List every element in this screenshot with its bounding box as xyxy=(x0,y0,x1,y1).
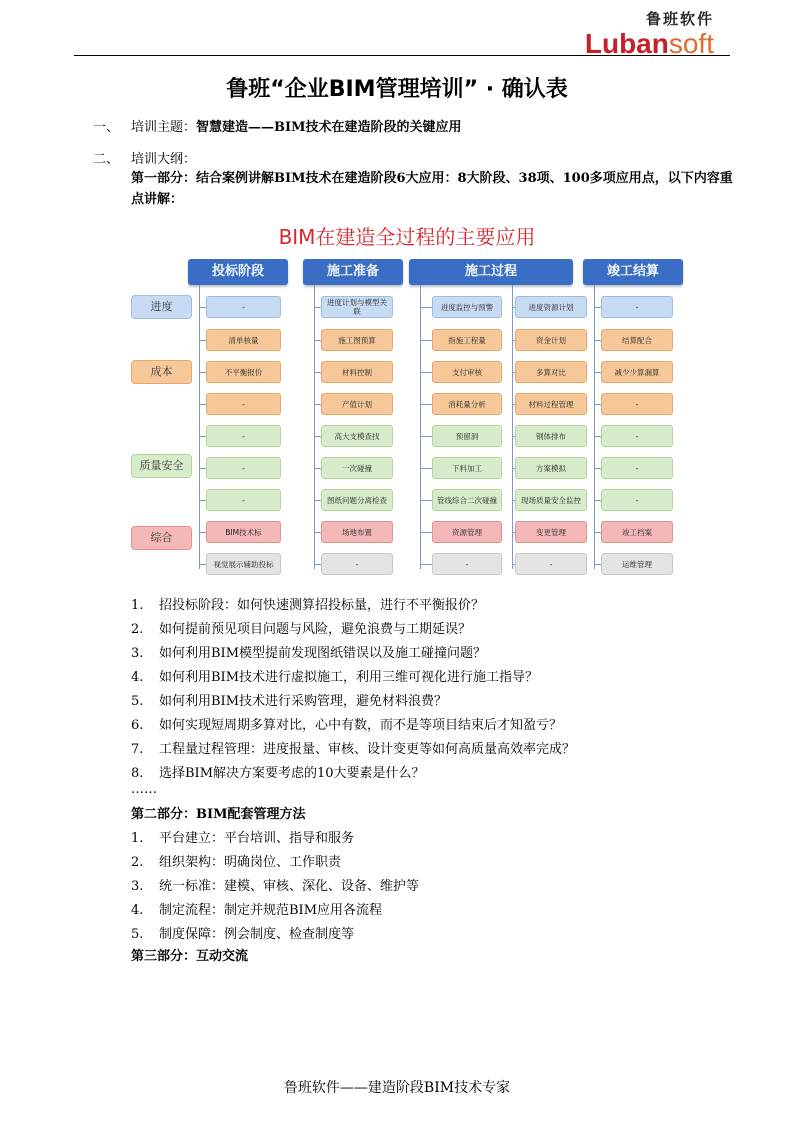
part1-intro: 第一部分：结合案例讲解BIM技术在建造阶段6大应用：8大阶段、38项、100多项应用点，以下内容重点讲解： xyxy=(131,171,733,207)
part2-text: 制度保障：例会制度、检查制度等 xyxy=(159,927,355,942)
connector xyxy=(314,564,321,565)
question-item xyxy=(131,762,425,781)
diagram-cell: 资源管理 xyxy=(432,521,502,543)
training-topic: 智慧建造——BIM技术在建造阶段的关键应用 xyxy=(196,120,462,135)
diagram-cell: 减少少算漏算 xyxy=(601,361,673,383)
diagram-cell: 材料控制 xyxy=(321,361,393,383)
diagram-cell: 进度计划与模型关联 xyxy=(321,296,393,318)
connector xyxy=(420,372,432,373)
question-number: 6. xyxy=(131,718,144,733)
diagram-cell: - xyxy=(601,489,673,511)
part2-text: 平台建立：平台培训、指导和服务 xyxy=(159,831,355,846)
diagram-cell: 多算对比 xyxy=(515,361,587,383)
connector xyxy=(594,372,601,373)
connector xyxy=(512,285,513,569)
phase-bidding: 投标阶段 xyxy=(188,259,288,285)
connector xyxy=(512,436,515,437)
diagram-cell: 钢体排布 xyxy=(515,425,587,447)
connector xyxy=(199,532,206,533)
connector xyxy=(512,564,515,565)
connector xyxy=(420,307,432,308)
connector xyxy=(199,285,200,569)
connector xyxy=(512,532,515,533)
connector xyxy=(594,468,601,469)
question-number: 4. xyxy=(131,670,144,685)
phase-preparation: 施工准备 xyxy=(303,259,403,285)
category-quality-safety: 质量安全 xyxy=(131,454,192,478)
question-item xyxy=(131,690,447,709)
diagram-cell: 高大支模查找 xyxy=(321,425,393,447)
connector xyxy=(314,468,321,469)
part2-text: 统一标准：建模、审核、深化、设备、维护等 xyxy=(159,879,420,894)
question-item xyxy=(131,594,484,613)
diagram-cell: - xyxy=(601,393,673,415)
diagram-cell: 进度资源计划 xyxy=(515,296,587,318)
logo-english-name: Lubansoft xyxy=(584,28,714,59)
question-number: 7. xyxy=(131,742,144,757)
category-schedule: 进度 xyxy=(131,295,192,319)
connector xyxy=(594,500,601,501)
question-item xyxy=(131,666,538,685)
category-comprehensive: 综合 xyxy=(131,526,192,550)
part2-number: 4. xyxy=(131,903,144,918)
diagram-cell: 结算配合 xyxy=(601,329,673,351)
connector xyxy=(594,285,595,569)
diagram-cell: 进度监控与预警 xyxy=(432,296,502,318)
diagram-cell: 视觉展示辅助投标 xyxy=(206,553,281,575)
diagram-cell: - xyxy=(601,457,673,479)
connector xyxy=(594,436,601,437)
part2-number: 3. xyxy=(131,879,144,894)
connector xyxy=(314,532,321,533)
header-divider xyxy=(74,55,730,56)
connector xyxy=(199,564,206,565)
diagram-cell: 下料加工 xyxy=(432,457,502,479)
diagram-cell: - xyxy=(601,296,673,318)
connector xyxy=(314,372,321,373)
question-text: 如何实现短周期多算对比，心中有数，而不是等项目结束后才知盈亏？ xyxy=(159,718,563,733)
diagram-cell: 预留洞 xyxy=(432,425,502,447)
connector xyxy=(199,404,206,405)
diagram-cell: 竣工档案 xyxy=(601,521,673,543)
question-item xyxy=(131,618,471,637)
diagram-cell: - xyxy=(321,553,393,575)
connector xyxy=(420,564,432,565)
section-2: 二、 培训大纲： xyxy=(93,152,197,167)
connector xyxy=(420,436,432,437)
connector xyxy=(314,404,321,405)
connector xyxy=(594,404,601,405)
diagram-cell: - xyxy=(206,489,281,511)
connector xyxy=(594,564,601,565)
diagram-cell: 现场质量安全监控 xyxy=(515,489,587,511)
connector xyxy=(512,468,515,469)
diagram-cell: 变更管理 xyxy=(515,521,587,543)
logo-chinese-name: 鲁班软件 xyxy=(645,10,714,28)
connector xyxy=(512,307,515,308)
diagram-cell: 支付审核 xyxy=(432,361,502,383)
diagram-cell: 不平衡报价 xyxy=(206,361,281,383)
connector xyxy=(594,340,601,341)
diagram-cell: - xyxy=(206,296,281,318)
connector xyxy=(420,500,432,501)
diagram-cell: 场地布置 xyxy=(321,521,393,543)
question-item xyxy=(131,738,575,757)
connector xyxy=(199,340,206,341)
part2-item xyxy=(131,899,382,918)
part2-item xyxy=(131,923,354,942)
diagram-cell: BIM技术标 xyxy=(206,521,281,543)
diagram-cell: 施工图预算 xyxy=(321,329,393,351)
connector xyxy=(314,436,321,437)
diagram-cell: 清单核量 xyxy=(206,329,281,351)
diagram-cell: - xyxy=(206,457,281,479)
question-number: 2. xyxy=(131,622,144,637)
connector xyxy=(314,285,315,569)
connector xyxy=(420,285,421,569)
diagram-cell: 一次碰撞 xyxy=(321,457,393,479)
connector xyxy=(314,340,321,341)
part2-title: 第二部分：BIM配套管理方法 xyxy=(131,807,306,822)
question-number: 1. xyxy=(131,598,144,613)
connector xyxy=(420,404,432,405)
connector xyxy=(420,468,432,469)
part2-number: 1. xyxy=(131,831,144,846)
part2-text: 制定流程：制定并规范BIM应用各流程 xyxy=(159,903,382,918)
connector xyxy=(420,532,432,533)
part2-item xyxy=(131,851,341,870)
connector xyxy=(594,532,601,533)
diagram-title: BIM在建造全过程的主要应用 xyxy=(278,225,536,249)
connector xyxy=(512,372,515,373)
question-item xyxy=(131,642,486,661)
phase-settlement: 竣工结算 xyxy=(583,259,683,285)
part3-title: 第三部分：互动交流 xyxy=(131,949,249,964)
part2-number: 2. xyxy=(131,855,144,870)
ellipsis: …… xyxy=(131,782,157,797)
diagram-cell: - xyxy=(515,553,587,575)
diagram-cell: 管线综合二次碰撞 xyxy=(432,489,502,511)
part2-item xyxy=(131,827,354,846)
connector xyxy=(199,372,206,373)
connector xyxy=(420,340,432,341)
diagram-cell: 产值计划 xyxy=(321,393,393,415)
bim-application-diagram xyxy=(127,217,687,580)
diagram-cell: 资金计划 xyxy=(515,329,587,351)
question-text: 工程量过程管理：进度报量、审核、设计变更等如何高质量高效率完成？ xyxy=(159,742,576,757)
diagram-cell: 消耗量分析 xyxy=(432,393,502,415)
diagram-cell: 方案模拟 xyxy=(515,457,587,479)
diagram-cell: - xyxy=(206,393,281,415)
part2-number: 5. xyxy=(131,927,144,942)
connector xyxy=(199,500,206,501)
company-logo xyxy=(585,8,714,57)
diagram-cell: 图纸问题分离检查 xyxy=(321,489,393,511)
diagram-cell: - xyxy=(206,425,281,447)
page-title: 鲁班“企业BIM管理培训” · 确认表 xyxy=(226,77,568,102)
category-cost: 成本 xyxy=(131,360,192,384)
connector xyxy=(512,500,515,501)
connector xyxy=(512,340,515,341)
phase-construction: 施工过程 xyxy=(409,259,573,285)
question-number: 3. xyxy=(131,646,144,661)
question-text: 如何提前预见项目问题与风险，避免浪费与工期延误？ xyxy=(159,622,472,637)
connector xyxy=(199,468,206,469)
diagram-cell: 指施工程量 xyxy=(432,329,502,351)
page-footer: 鲁班软件——建造阶段BIM技术专家 xyxy=(283,1080,511,1096)
connector xyxy=(314,307,321,308)
question-number: 8. xyxy=(131,766,144,781)
connector xyxy=(199,436,206,437)
question-text: 招投标阶段：如何快速测算招投标量，进行不平衡报价？ xyxy=(159,598,485,613)
diagram-cell: - xyxy=(432,553,502,575)
diagram-cell: - xyxy=(601,425,673,447)
connector xyxy=(314,500,321,501)
question-text: 如何利用BIM技术进行采购管理，避免材料浪费？ xyxy=(159,694,447,709)
connector xyxy=(199,307,206,308)
connector xyxy=(594,307,601,308)
section-1: 一、 培训主题：智慧建造——BIM技术在建造阶段的关键应用 xyxy=(93,120,462,135)
diagram-cell: 运维管理 xyxy=(601,553,673,575)
question-text: 如何利用BIM技术进行虚拟施工，利用三维可视化进行施工指导？ xyxy=(159,670,538,685)
question-text: 选择BIM解决方案要考虑的10大要素是什么？ xyxy=(159,766,425,781)
connector xyxy=(512,404,515,405)
question-text: 如何利用BIM模型提前发现图纸错误以及施工碰撞问题？ xyxy=(159,646,486,661)
part2-text: 组织架构：明确岗位、工作职责 xyxy=(159,855,342,870)
question-number: 5. xyxy=(131,694,144,709)
question-item xyxy=(131,714,562,733)
part2-item xyxy=(131,875,419,894)
diagram-cell: 材料过程管理 xyxy=(515,393,587,415)
